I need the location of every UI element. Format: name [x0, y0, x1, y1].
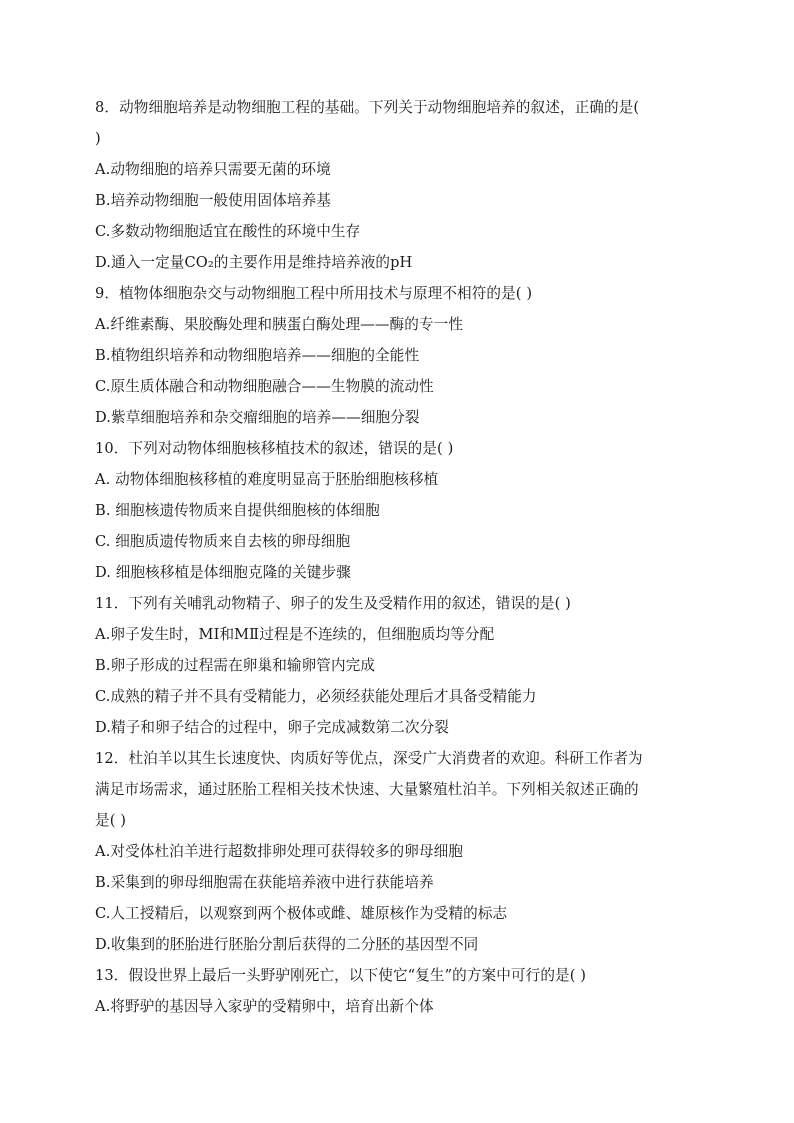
question-8-stem-line-1: 8．动物细胞培养是动物细胞工程的基础。下列关于动物细胞培养的叙述，正确的是( — [95, 99, 640, 116]
question-13-stem: 13．假设世界上最后一头野驴刚死亡，以下使它“复生”的方案中可行的是( ) — [95, 967, 587, 984]
question-10-stem: 10．下列对动物体细胞核移植技术的叙述，错误的是( ) — [95, 440, 454, 457]
question-10-option-b: B. 细胞核遗传物质来自提供细胞核的体细胞 — [95, 502, 380, 519]
question-8-stem-line-2: ) — [95, 130, 101, 147]
question-12-stem-line-1: 12．杜泊羊以其生长速度快、肉质好等优点，深受广大消费者的欢迎。科研工作者为 — [95, 750, 643, 767]
question-11-stem: 11．下列有关哺乳动物精子、卵子的发生及受精作用的叙述，错误的是( ) — [95, 595, 571, 612]
question-8-option-d: D.通入一定量CO₂的主要作用是维持培养液的pH — [95, 254, 413, 271]
question-8-option-b: B.培养动物细胞一般使用固体培养基 — [95, 192, 331, 209]
question-12-option-d: D.收集到的胚胎进行胚胎分割后获得的二分胚的基因型不同 — [95, 936, 479, 953]
question-11-option-d: D.精子和卵子结合的过程中，卵子完成减数第二次分裂 — [95, 719, 449, 736]
question-11-option-b: B.卵子形成的过程需在卵巢和输卵管内完成 — [95, 657, 376, 674]
question-12-option-b: B.采集到的卵母细胞需在获能培养液中进行获能培养 — [95, 874, 434, 891]
question-8-option-a: A.动物细胞的培养只需要无菌的环境 — [95, 161, 331, 178]
question-12-option-c: C.人工授精后，以观察到两个极体或雌、雄原核作为受精的标志 — [95, 905, 508, 922]
question-11-option-c: C.成熟的精子并不具有受精能力，必须经获能处理后才具备受精能力 — [95, 688, 537, 705]
question-9-option-d: D.紫草细胞培养和杂交瘤细胞的培养——细胞分裂 — [95, 409, 420, 426]
question-13-option-a: A.将野驴的基因导入家驴的受精卵中，培育出新个体 — [95, 998, 434, 1015]
question-9-option-b: B.植物组织培养和动物细胞培养——细胞的全能性 — [95, 347, 420, 364]
question-11-option-a: A.卵子发生时，MⅠ和MⅡ过程是不连续的，但细胞质均等分配 — [95, 626, 495, 643]
question-9-stem: 9．植物体细胞杂交与动物细胞工程中所用技术与原理不相符的是( ) — [95, 285, 533, 302]
question-12-stem-line-3: 是( ) — [95, 812, 127, 829]
question-9-option-a: A.纤维素酶、果胶酶处理和胰蛋白酶处理——酶的专一性 — [95, 316, 464, 333]
question-8-option-c: C.多数动物细胞适宜在酸性的环境中生存 — [95, 223, 361, 240]
question-10-option-a: A. 动物体细胞核移植的难度明显高于胚胎细胞核移植 — [95, 471, 439, 488]
question-12-option-a: A.对受体杜泊羊进行超数排卵处理可获得较多的卵母细胞 — [95, 843, 464, 860]
question-9-option-c: C.原生质体融合和动物细胞融合——生物膜的流动性 — [95, 378, 434, 395]
question-10-option-d: D. 细胞核移植是体细胞克隆的关键步骤 — [95, 564, 351, 581]
question-10-option-c: C. 细胞质遗传物质来自去核的卵母细胞 — [95, 533, 351, 550]
question-12-stem-line-2: 满足市场需求，通过胚胎工程相关技术快速、大量繁殖杜泊羊。下列相关叙述正确的 — [95, 781, 639, 798]
